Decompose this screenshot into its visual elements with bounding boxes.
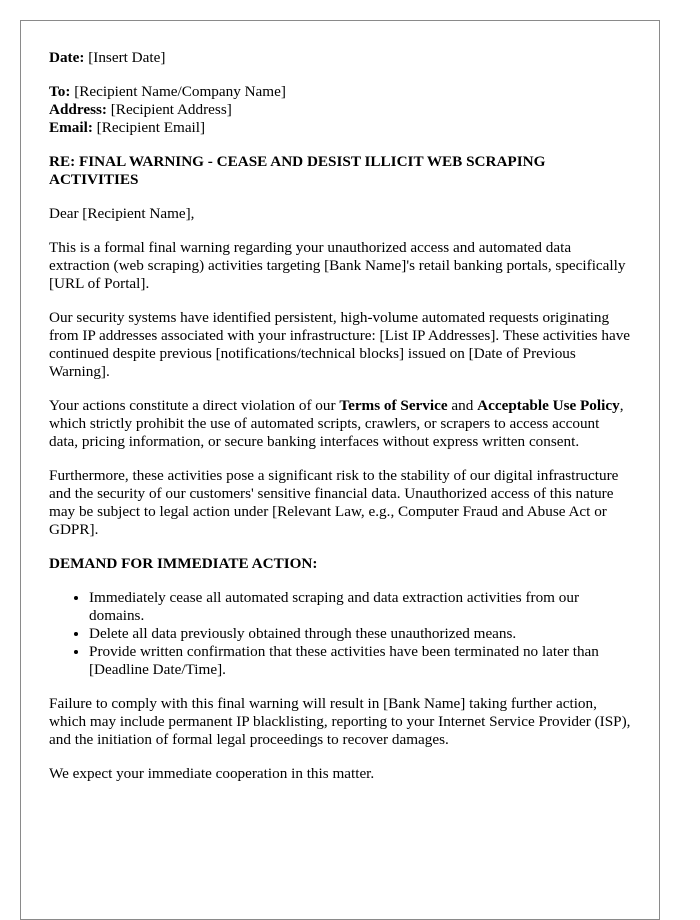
letter-page bbox=[20, 20, 660, 920]
paragraph-consequences: Failure to comply with this final warning will result in [Bank Name] taking further action, which may include permanent IP blacklisting, reporting to your Internet Service Provider (ISP), and the initiation of formal legal proceedings to recover damages. bbox=[49, 695, 631, 748]
email-label: Email: bbox=[49, 119, 93, 136]
violation-text-2: and bbox=[447, 397, 478, 414]
date-label: Date: bbox=[49, 49, 85, 66]
paragraph-violation bbox=[49, 397, 631, 451]
demand-item: • Immediately cease all automated scraping and data extraction activities from our domains. bbox=[89, 589, 631, 625]
demands-list bbox=[49, 589, 631, 679]
paragraph-intro: This is a formal final warning regarding your unauthorized access and automated data extraction (web scraping) activities targeting [Bank Name]'s retail banking portals, specifically [URL of Portal]. bbox=[49, 239, 626, 292]
address-value: [Recipient Address] bbox=[110, 101, 232, 118]
demand-item: • Provide written confirmation that these activities have been terminated no later than [Deadline Date/Time]. bbox=[89, 643, 631, 679]
demand-item: • Delete all data previously obtained through these unauthorized means. bbox=[89, 625, 631, 643]
paragraph-risk: Furthermore, these activities pose a significant risk to the stability of our digital infrastructure and the security of our customers' sensitive financial data. Unauthorized access of this nature may be subject to legal action under [Relevant Law, e.g., Computer Fraud and Abuse Act or GDPR]. bbox=[49, 467, 619, 538]
email-value: [Recipient Email] bbox=[96, 119, 206, 136]
salutation: Dear [Recipient Name], bbox=[49, 205, 195, 222]
to-value: [Recipient Name/Company Name] bbox=[74, 83, 286, 100]
to-label: To: bbox=[49, 83, 71, 100]
address-label: Address: bbox=[49, 101, 107, 118]
recipient-block bbox=[49, 83, 631, 137]
subject-line: RE: FINAL WARNING - CEASE AND DESIST ILLICIT WEB SCRAPING ACTIVITIES bbox=[49, 153, 546, 188]
paragraph-evidence: Our security systems have identified persistent, high-volume automated requests originating from IP addresses associated with your infrastructure: [List IP Addresses]. These activities have continued despite previous [notifications/technical blocks] issued on [Date of Previous Warning]. bbox=[49, 309, 631, 380]
violation-text-3: , which strictly prohibit the use of automated scripts, crawlers, or scrapers to access account data, pricing information, or secure banking interfaces without express written consent. bbox=[49, 397, 624, 450]
violation-text-1: Your actions constitute a direct violation of our bbox=[49, 397, 340, 414]
to-line bbox=[49, 83, 631, 101]
demands-title: DEMAND FOR IMMEDIATE ACTION: bbox=[49, 555, 318, 572]
acceptable-use-policy-term: Acceptable Use Policy bbox=[477, 397, 620, 414]
address-line bbox=[49, 101, 631, 119]
email-line bbox=[49, 119, 631, 137]
date-line bbox=[49, 49, 631, 67]
date-value: [Insert Date] bbox=[88, 49, 166, 66]
paragraph-closing: We expect your immediate cooperation in this matter. bbox=[49, 765, 375, 782]
terms-of-service-term: Terms of Service bbox=[339, 397, 448, 414]
